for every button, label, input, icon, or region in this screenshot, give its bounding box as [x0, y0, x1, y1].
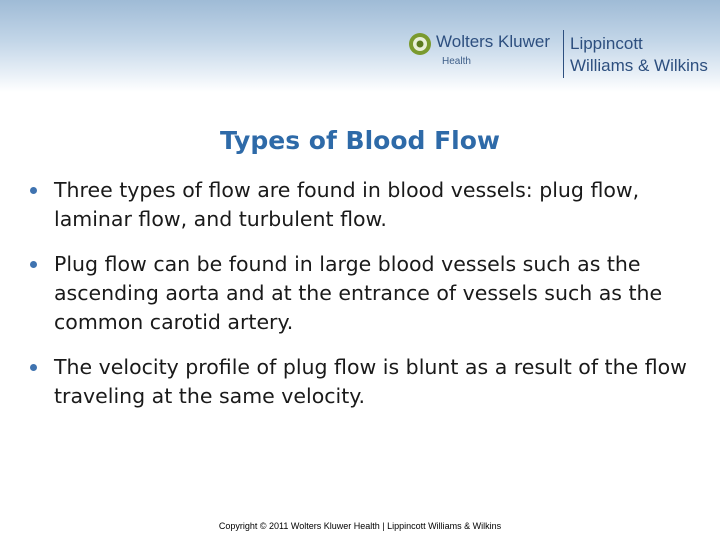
wolters-kluwer-health-label: Health — [442, 56, 471, 67]
wolters-kluwer-logo-icon — [408, 32, 432, 56]
copyright-footer: Copyright © 2011 Wolters Kluwer Health | Lippincott Williams & Wilkins — [218, 521, 502, 531]
wolters-kluwer-name: Wolters Kluwer — [436, 32, 550, 51]
lippincott-line-1: Lippincott — [570, 34, 643, 53]
logo-divider — [563, 30, 564, 78]
bullet-list — [28, 176, 708, 411]
bullet-dot-icon — [30, 364, 37, 371]
bullet-text: Plug flow can be found in large blood vessels such as the ascending aorta and at the entrance of vessels such as the common carotid artery. — [54, 252, 663, 334]
bullet-text: Three types of flow are found in blood vessels: plug flow, laminar flow, and turbulent flow. — [54, 178, 640, 231]
bullet-item — [28, 353, 708, 411]
bullet-text: The velocity profile of plug flow is blunt as a result of the flow traveling at the same velocity. — [54, 355, 687, 408]
slide-title: Types of Blood Flow — [219, 126, 501, 155]
bullet-dot-icon — [30, 187, 37, 194]
bullet-item — [28, 250, 708, 337]
bullet-dot-icon — [30, 261, 37, 268]
publisher-logo — [408, 30, 718, 80]
lippincott-line-2: Williams & Wilkins — [570, 56, 708, 75]
bullet-item — [28, 176, 708, 234]
